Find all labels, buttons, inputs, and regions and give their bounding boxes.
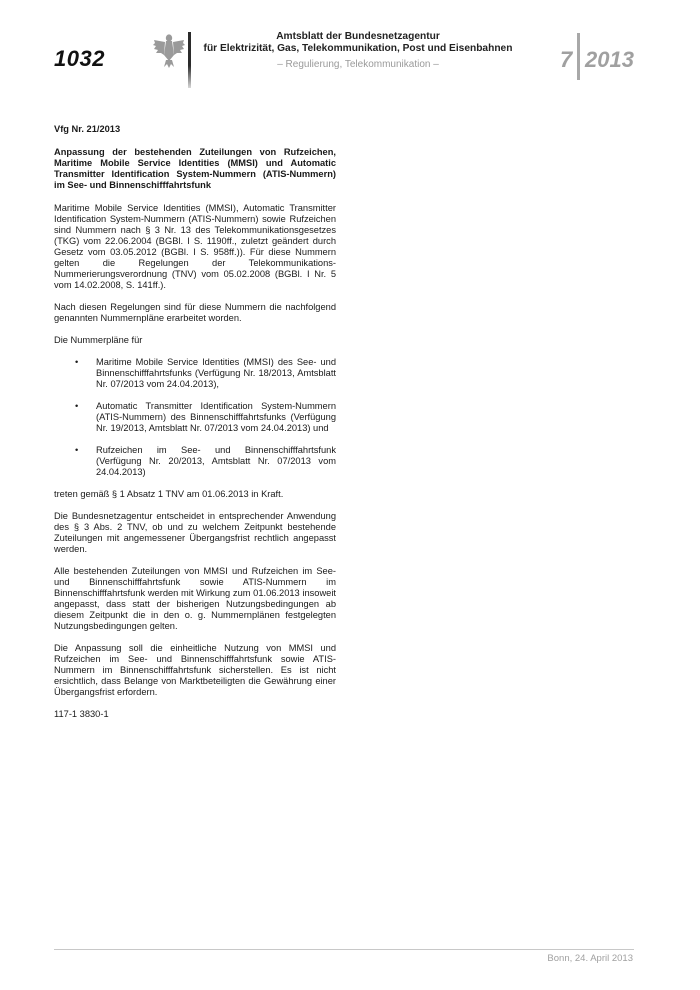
- list-item-text: Automatic Transmitter Identification System-Nummern (ATIS-Nummern) des Binnenschifffahrtsfunks (Verfügung Nr. 19/2013, Amtsblatt Nr. 07/2013 vom 24.04.2013) und: [96, 401, 336, 433]
- issue-year: 2013: [585, 47, 634, 72]
- paragraph: Die Bundesnetzagentur entscheidet in entsprechender Anwendung des § 3 Abs. 2 TNV, ob und zu welchem Zeitpunkt bestehende Zuteilungen mit angemessener Übergangsfrist rechtlich angepasst werden.: [54, 511, 336, 554]
- header-divider: [188, 32, 191, 88]
- issue-divider: [577, 33, 580, 80]
- paragraph: treten gemäß § 1 Absatz 1 TNV am 01.06.2013 in Kraft.: [54, 489, 284, 499]
- page-number: 1032: [54, 46, 105, 71]
- bullet-icon: •: [75, 401, 79, 411]
- paragraph: Maritime Mobile Service Identities (MMSI), Automatic Transmitter Identification System-Nummern (ATIS-Nummern) sowie Rufzeichen sind Nummern nach § 3 Nr. 13 des Telekommunikationsgesetzes (TKG) vom 22.06.2004 (BGBl. I S. 1190ff., zuletzt geändert durch Gesetz vom 03.05.2012 (BGBl. I S. 958ff.)). Für diese Nummern gelten die Regelungen der Telekommunikations-Nummerierungsverordnung (TNV) vom 05.02.2008 (BGBl. I Nr. 5 vom 14.02.2008, S. 141ff.).: [54, 203, 336, 290]
- paragraph: Nach diesen Regelungen sind für diese Nummern die nachfolgend genannten Nummernpläne erarbeitet worden.: [54, 302, 336, 323]
- list-item-text: Rufzeichen im See- und Binnenschifffahrtsfunk (Verfügung Nr. 20/2013, Amtsblatt Nr. 07/2013 vom 24.04.2013): [96, 445, 336, 477]
- journal-title-line2: für Elektrizität, Gas, Telekommunikation, Post und Eisenbahnen: [203, 43, 513, 54]
- issue-number: 7: [560, 47, 573, 72]
- bullet-icon: •: [75, 445, 79, 455]
- article-heading: Anpassung der bestehenden Zuteilungen von Rufzeichen, Maritime Mobile Service Identities (MMSI) und Automatic Transmitter Identification System-Nummern (ATIS-Nummern) im See- und Binnenschifffahrtsfunk: [54, 147, 336, 190]
- article-number: Vfg Nr. 21/2013: [54, 124, 121, 134]
- journal-title-line1: Amtsblatt der Bundesnetzagentur: [276, 31, 440, 42]
- list-item: [54, 357, 336, 390]
- file-reference: 117-1 3830-1: [54, 709, 109, 719]
- list-item: [54, 401, 336, 434]
- article: [54, 124, 336, 720]
- footer-divider: [54, 949, 634, 950]
- paragraph: Die Anpassung soll die einheitliche Nutzung von MMSI und Rufzeichen im See- und Binnenschifffahrtsfunk sowie ATIS-Nummern im Binnenschifffahrtsfunk sicherstellen. Es ist nicht ersichtlich, dass Belange von Marktbeteiligten die Gewährung einer Übergangsfrist erfordern.: [54, 643, 336, 697]
- footer-place-date: Bonn, 24. April 2013: [547, 953, 633, 964]
- federal-eagle-icon: [152, 31, 186, 69]
- journal-title: [200, 31, 516, 55]
- paragraph: Alle bestehenden Zuteilungen von MMSI und Rufzeichen im See- und Binnenschifffahrtsfunk sowie ATIS-Nummern im Binnenschifffahrtsfunk werden mit Wirkung zum 01.06.2013 insoweit angepasst, dass statt der bisherigen Nutzungsbedingungen ab diesem Zeitpunkt die in den o. g. Nummernplänen festgelegten Nutzungsbedingungen gelten.: [54, 566, 336, 631]
- list-item-text: Maritime Mobile Service Identities (MMSI) des See- und Binnenschifffahrtsfunks (Verfügung Nr. 18/2013, Amtsblatt Nr. 07/2013 vom 24.04.2013),: [96, 357, 336, 389]
- journal-subtitle: – Regulierung, Telekommunikation –: [277, 59, 439, 70]
- numbering-plan-list: [54, 357, 336, 478]
- bullet-icon: •: [75, 357, 79, 367]
- paragraph: Die Nummerpläne für: [54, 335, 143, 345]
- list-item: [54, 445, 336, 478]
